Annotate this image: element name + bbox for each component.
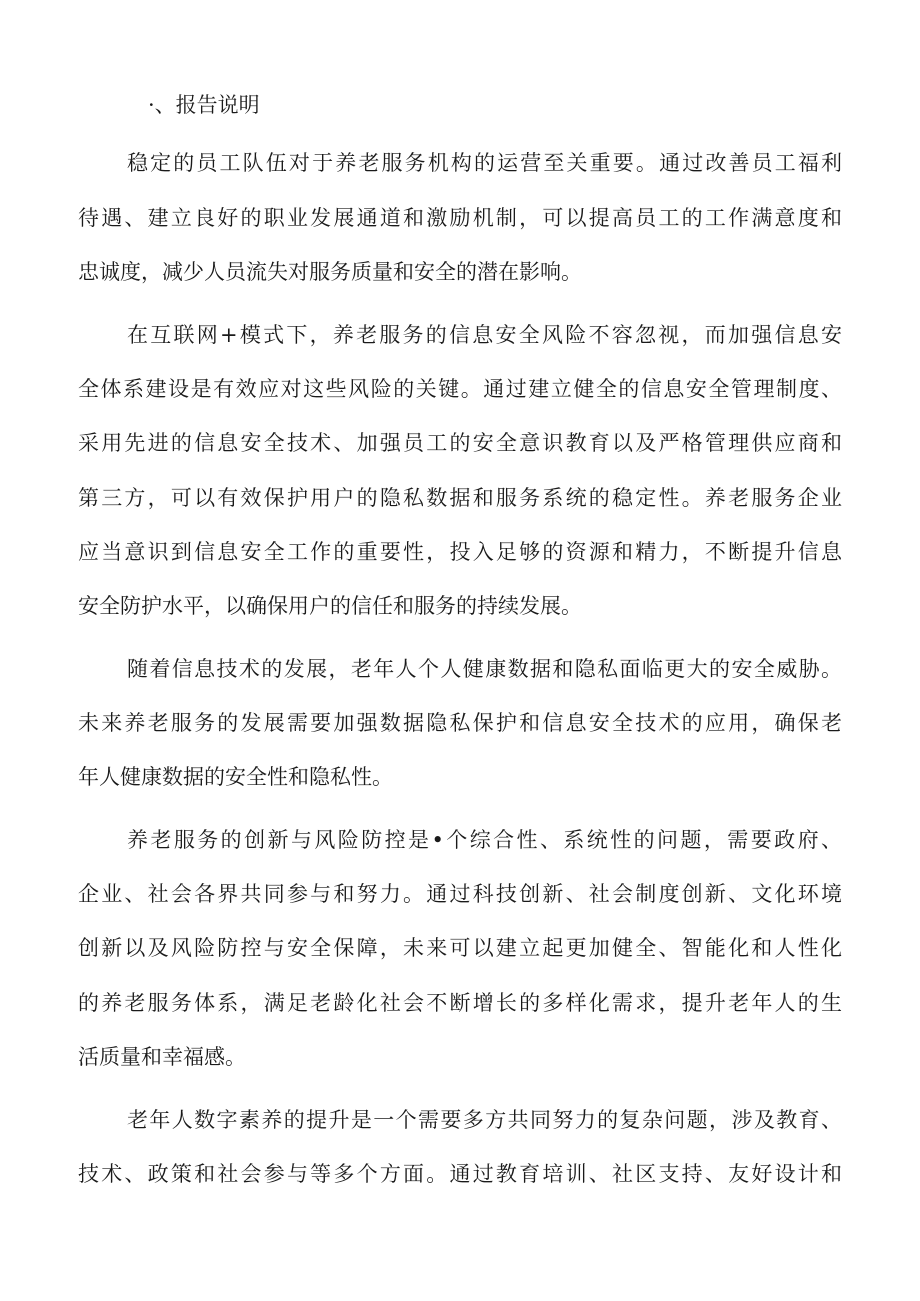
paragraph-2-line-3: 采用先进的信息安全技术、加强员工的安全意识教育以及严格管理供应商和 <box>78 431 842 455</box>
paragraph-1-line-2: 待遇、建立良好的职业发展通道和激励机制，可以提高员工的工作满意度和 <box>78 206 842 230</box>
paragraph-3-line-3: 年人健康数据的安全性和隐私性。 <box>78 765 393 789</box>
paragraph-2-line-4: 第三方，可以有效保护用户的隐私数据和服务系统的稳定性。养老服务企业 <box>78 486 842 510</box>
paragraph-4-line-4: 的养老服务体系，满足老龄化社会不断增长的多样化需求，提升老年人的生 <box>78 991 842 1015</box>
paragraph-4-line-5: 活质量和幸福感。 <box>78 1045 246 1069</box>
paragraph-2-line-6: 安全防护水平，以确保用户的信任和服务的持续发展。 <box>78 594 582 618</box>
paragraph-1-line-3: 忠诚度，减少人员流失对服务质量和安全的潜在影响。 <box>78 260 582 284</box>
paragraph-3-line-2: 未来养老服务的发展需要加强数据隐私保护和信息安全技术的应用，确保老 <box>78 711 842 735</box>
section-heading: ·、报告说明 <box>148 93 260 117</box>
paragraph-2-line-2: 全体系建设是有效应对这些风险的关键。通过建立健全的信息安全管理制度、 <box>78 377 842 401</box>
paragraph-2-line-1: 在互联网+模式下，养老服务的信息安全风险不容忽视，而加强信息安 <box>127 323 842 347</box>
paragraph-4-line-3: 创新以及风险防控与安全保障，未来可以建立起更加健全、智能化和人性化 <box>78 936 842 960</box>
paragraph-3-line-1: 随着信息技术的发展，老年人个人健康数据和隐私面临更大的安全威胁。 <box>127 657 842 681</box>
paragraph-4-line-2: 企业、社会各界共同参与和努力。通过科技创新、社会制度创新、文化环境 <box>78 882 842 906</box>
paragraph-1-line-1: 稳定的员工队伍对于养老服务机构的运营至关重要。通过改善员工福利 <box>127 151 842 175</box>
paragraph-4-line-1: 养老服务的创新与风险防控是•个综合性、系统性的问题，需要政府、 <box>127 828 842 852</box>
paragraph-5-line-2: 技术、政策和社会参与等多个方面。通过教育培训、社区支持、友好设计和 <box>78 1162 842 1186</box>
paragraph-5-line-1: 老年人数字素养的提升是一个需要多方共同努力的复杂问题，涉及教育、 <box>127 1108 842 1132</box>
paragraph-2-line-5: 应当意识到信息安全工作的重要性，投入足够的资源和精力，不断提升信息 <box>78 540 842 564</box>
